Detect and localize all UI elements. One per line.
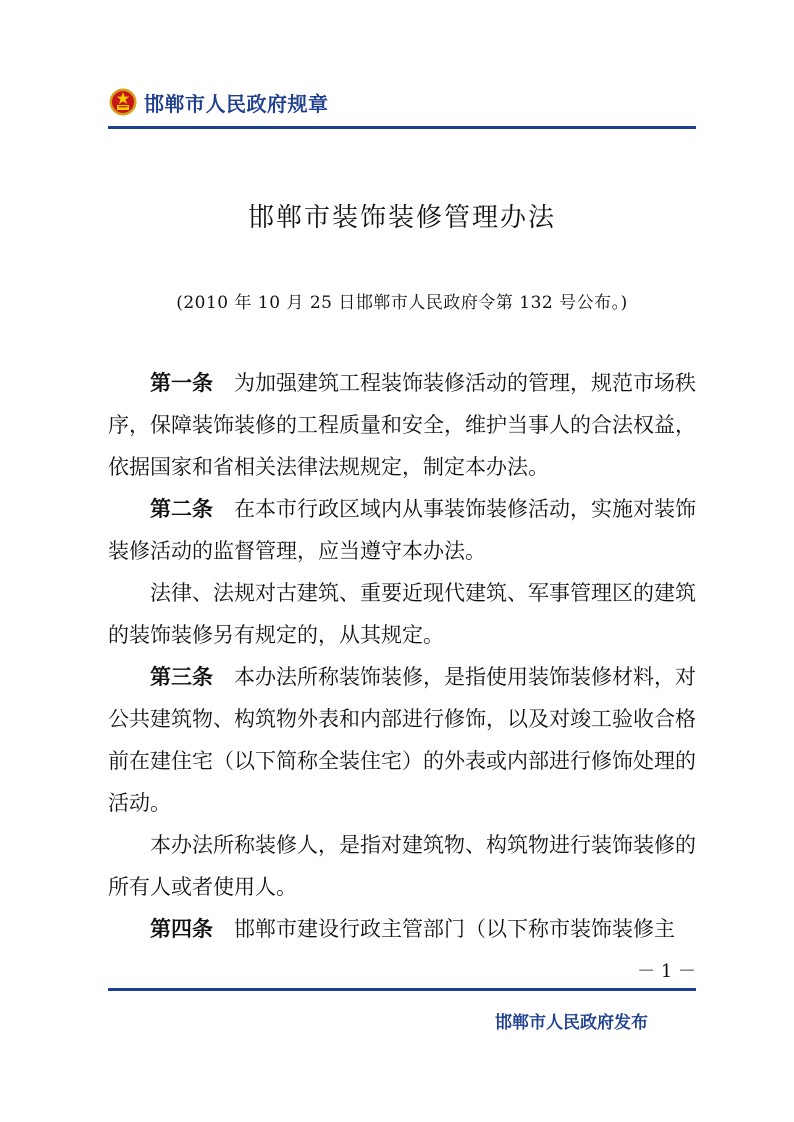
- article-text: 本办法所称装修人，是指对建筑物、构筑物进行装饰装修的所有人或者使用人。: [108, 833, 696, 899]
- article-text: 邯郸市建设行政主管部门（以下称市装饰装修主: [234, 917, 675, 941]
- national-emblem-icon: [108, 87, 138, 117]
- article-paragraph: [108, 824, 696, 908]
- footer-rule: [108, 988, 696, 991]
- header-title: 邯郸市人民政府规章: [144, 91, 329, 116]
- document-body: [108, 362, 696, 950]
- footer-publisher: 邯郸市人民政府发布: [495, 1013, 648, 1033]
- article-paragraph: [108, 488, 696, 572]
- document-title: 邯郸市装饰装修管理办法: [247, 203, 556, 233]
- article-text: 在本市行政区域内从事装饰装修活动，实施对装饰装修活动的监督管理，应当遵守本办法。: [108, 497, 696, 563]
- article-label: 第一条: [150, 371, 213, 395]
- article-text: 为加强建筑工程装饰装修活动的管理，规范市场秩序，保障装饰装修的工程质量和安全，维护当事人的合法权益，依据国家和省相关法律法规规定，制定本办法。: [108, 371, 696, 479]
- page-number: － 1 －: [637, 961, 696, 982]
- page-header: [108, 84, 329, 120]
- article-paragraph: [108, 656, 696, 824]
- article-label: 第二条: [150, 497, 213, 521]
- article-label: 第四条: [150, 917, 213, 941]
- article-text: 本办法所称装饰装修，是指使用装饰装修材料，对公共建筑物、构筑物外表和内部进行修饰，以及对竣工验收合格前在建住宅（以下简称全装住宅）的外表或内部进行修饰处理的活动。: [108, 665, 696, 815]
- header-rule: [108, 126, 696, 129]
- article-label: 第三条: [150, 665, 213, 689]
- article-paragraph: [108, 362, 696, 488]
- article-text: 法律、法规对古建筑、重要近现代建筑、军事管理区的建筑的装饰装修另有规定的，从其规定。: [108, 581, 696, 647]
- article-paragraph: [108, 572, 696, 656]
- document-subtitle: (2010 年 10 月 25 日邯郸市人民政府令第 132 号公布。): [176, 293, 628, 313]
- article-paragraph: [108, 908, 696, 950]
